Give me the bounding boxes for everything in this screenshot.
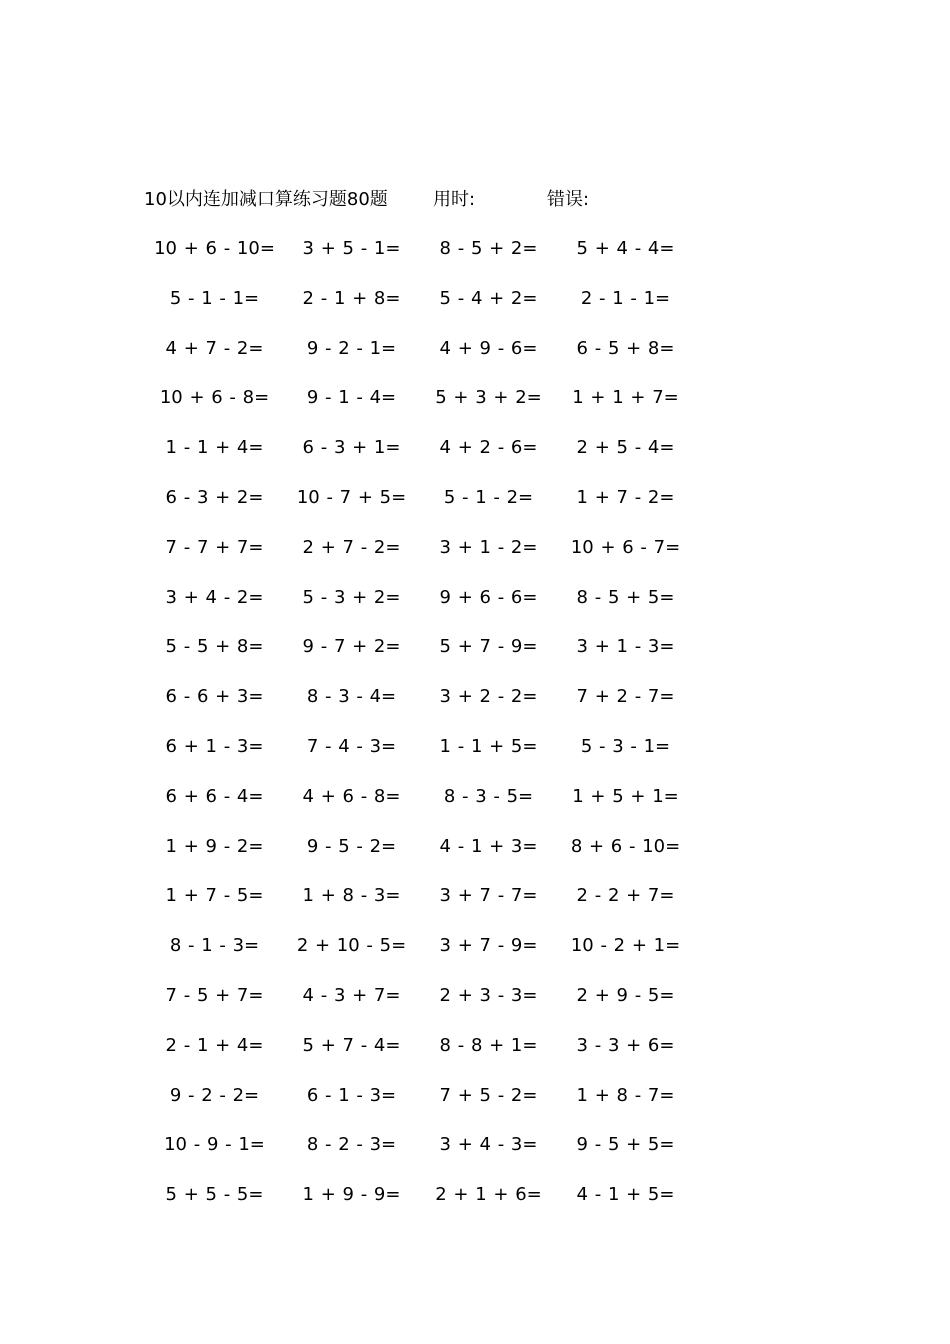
problem-item: 3 + 5 - 1= xyxy=(302,238,401,259)
problem-grid xyxy=(146,235,706,1231)
worksheet-header xyxy=(144,186,844,214)
problem-item: 5 - 4 + 2= xyxy=(439,287,538,309)
problem-item: 10 - 9 - 1= xyxy=(164,1134,265,1156)
problem-item: 5 - 1 - 2= xyxy=(443,486,534,508)
problem-item: 2 - 1 - 1= xyxy=(580,287,671,309)
problem-item: 7 + 5 - 2= xyxy=(439,1084,538,1106)
problem-item: 4 - 1 + 3= xyxy=(439,835,538,857)
problem-item: 10 - 7 + 5= xyxy=(296,486,407,508)
problem-item: 2 + 7 - 2= xyxy=(302,536,401,558)
problem-item: 3 + 4 - 3= xyxy=(439,1134,538,1156)
problem-item: 5 + 3 + 2= xyxy=(435,387,542,409)
problem-item: 8 - 5 + 2= xyxy=(439,238,538,259)
problem-item: 4 + 6 - 8= xyxy=(302,785,401,807)
problem-item: 2 + 1 + 6= xyxy=(435,1184,542,1206)
time-used-label: 用时: xyxy=(433,189,476,210)
problem-item: 9 - 7 + 2= xyxy=(302,636,401,658)
problem-item: 1 + 9 - 2= xyxy=(165,835,264,857)
problem-item: 2 + 10 - 5= xyxy=(296,935,407,957)
problem-item: 1 + 9 - 9= xyxy=(302,1184,401,1206)
problem-item: 5 + 7 - 9= xyxy=(439,636,538,658)
problem-item: 10 + 6 - 7= xyxy=(570,536,681,558)
problem-item: 9 - 1 - 4= xyxy=(306,387,397,409)
problem-item: 1 - 1 + 4= xyxy=(165,437,264,459)
problem-item: 5 + 4 - 4= xyxy=(576,238,675,259)
problem-item: 7 - 5 + 7= xyxy=(165,984,264,1006)
problem-item: 6 - 5 + 8= xyxy=(576,337,675,359)
problem-item: 3 + 4 - 2= xyxy=(165,586,264,608)
problem-item: 10 + 6 - 10= xyxy=(154,238,275,259)
problem-item: 1 + 8 - 7= xyxy=(576,1084,675,1106)
problem-item: 1 + 7 - 2= xyxy=(576,486,675,508)
problem-item: 9 - 5 + 5= xyxy=(576,1134,675,1156)
problem-item: 7 - 7 + 7= xyxy=(165,536,264,558)
problem-item: 3 + 7 - 7= xyxy=(439,885,538,907)
problem-item: 10 + 6 - 8= xyxy=(159,387,270,409)
problem-item: 3 + 1 - 2= xyxy=(439,536,538,558)
problem-item: 4 - 3 + 7= xyxy=(302,984,401,1006)
problem-item: 5 + 5 - 5= xyxy=(165,1184,264,1206)
problem-item: 5 - 3 + 2= xyxy=(302,586,401,608)
problem-item: 8 - 5 + 5= xyxy=(576,586,675,608)
problem-item: 3 + 1 - 3= xyxy=(576,636,675,658)
problem-item: 8 - 3 - 4= xyxy=(306,686,397,708)
problem-item: 2 + 3 - 3= xyxy=(439,984,538,1006)
problem-item: 3 + 7 - 9= xyxy=(439,935,538,957)
problem-item: 5 - 3 - 1= xyxy=(580,735,671,757)
problem-item: 7 - 4 - 3= xyxy=(306,735,397,757)
problem-item: 6 - 6 + 3= xyxy=(165,686,264,708)
problem-item: 8 + 6 - 10= xyxy=(570,835,681,857)
problem-item: 8 - 1 - 3= xyxy=(169,935,260,957)
problem-item: 5 + 7 - 4= xyxy=(302,1034,401,1056)
problem-item: 6 + 6 - 4= xyxy=(165,785,264,807)
problem-item: 9 - 5 - 2= xyxy=(306,835,397,857)
problem-item: 6 - 1 - 3= xyxy=(306,1084,397,1106)
problem-item: 1 - 1 + 5= xyxy=(439,735,538,757)
problem-item: 1 + 8 - 3= xyxy=(302,885,401,907)
problem-item: 4 - 1 + 5= xyxy=(576,1184,675,1206)
problem-item: 1 + 7 - 5= xyxy=(165,885,264,907)
problem-item: 4 + 2 - 6= xyxy=(439,437,538,459)
problem-item: 2 + 9 - 5= xyxy=(576,984,675,1006)
problem-item: 9 - 2 - 2= xyxy=(169,1084,260,1106)
problem-item: 2 - 1 + 4= xyxy=(165,1034,264,1056)
problem-item: 4 + 9 - 6= xyxy=(439,337,538,359)
problem-item: 8 - 3 - 5= xyxy=(443,785,534,807)
problem-item: 9 + 6 - 6= xyxy=(439,586,538,608)
problem-item: 6 + 1 - 3= xyxy=(165,735,264,757)
problem-item: 4 + 7 - 2= xyxy=(165,337,264,359)
problem-item: 5 - 5 + 8= xyxy=(165,636,264,658)
problem-item: 8 - 2 - 3= xyxy=(306,1134,397,1156)
problem-item: 7 + 2 - 7= xyxy=(576,686,675,708)
problem-item: 2 - 1 + 8= xyxy=(302,287,401,309)
problem-item: 1 + 5 + 1= xyxy=(572,785,679,807)
problem-item: 2 + 5 - 4= xyxy=(576,437,675,459)
problem-item: 9 - 2 - 1= xyxy=(306,337,397,359)
problem-item: 3 + 2 - 2= xyxy=(439,686,538,708)
problem-item: 6 - 3 + 2= xyxy=(165,486,264,508)
problem-item: 1 + 1 + 7= xyxy=(572,387,679,409)
problem-item: 2 - 2 + 7= xyxy=(576,885,675,907)
problem-item: 5 - 1 - 1= xyxy=(169,287,260,309)
problem-item: 3 - 3 + 6= xyxy=(576,1034,675,1056)
problem-item: 10 - 2 + 1= xyxy=(570,935,681,957)
problem-item: 6 - 3 + 1= xyxy=(302,437,401,459)
errors-label: 错误: xyxy=(547,189,590,210)
problem-item: 8 - 8 + 1= xyxy=(439,1034,538,1056)
worksheet-title: 10以内连加减口算练习题80题 xyxy=(144,189,388,210)
